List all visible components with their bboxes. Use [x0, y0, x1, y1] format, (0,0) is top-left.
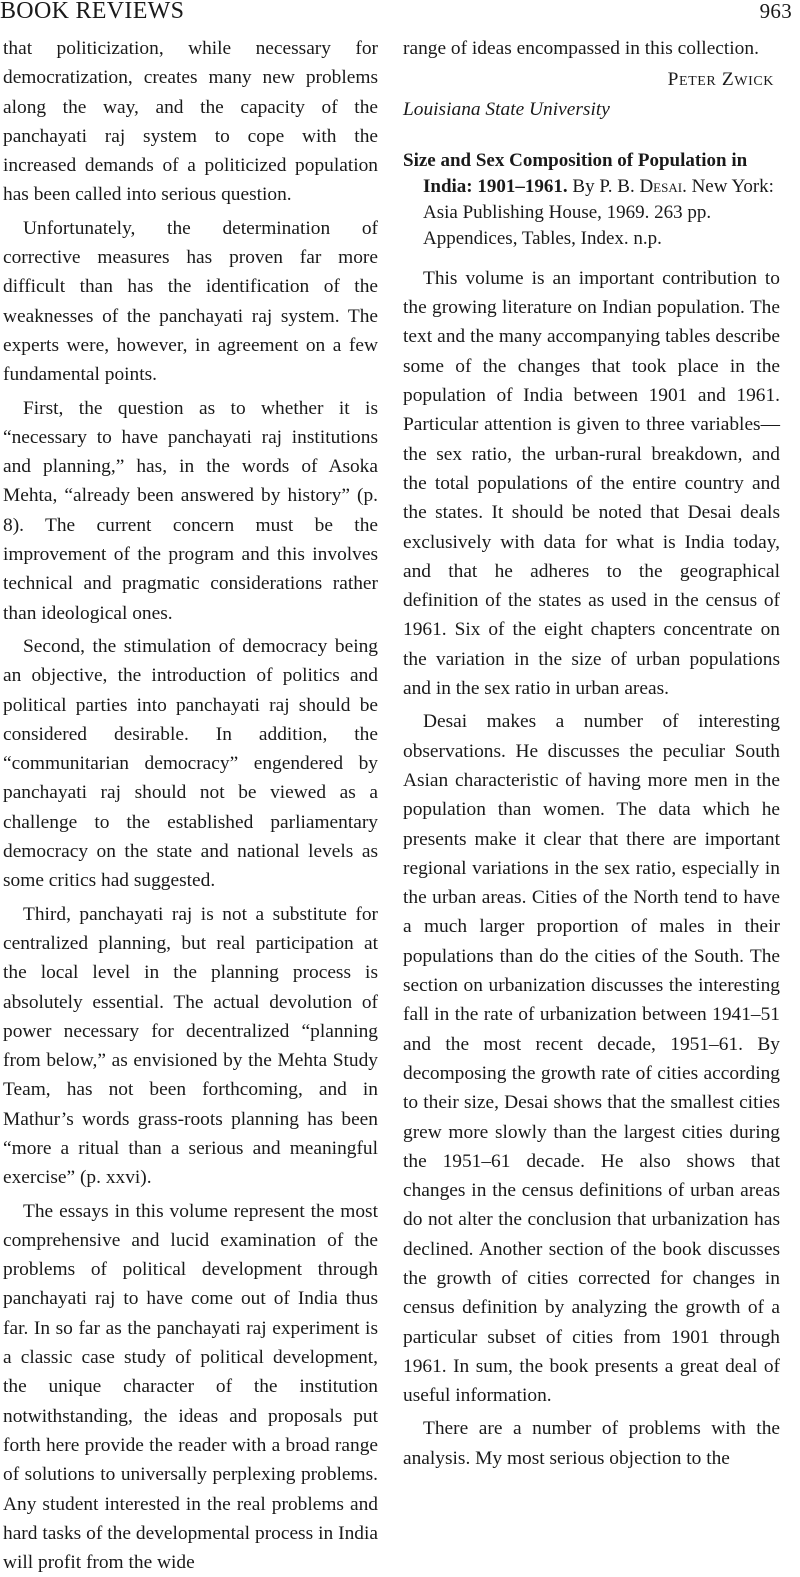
book-title: Size and Sex Composition of Population in India: 1901–1961.	[403, 149, 748, 197]
paragraph: Third, panchayati raj is not a substitute for centralized planning, but real participation at the local level in the planning process is absolutely essential. The actual devolution of power necessary for decentralized “planning from below,” as envisioned by the Mehta Study Team, has not been forthcoming, and in Mathur’s words grass-roots planning has been “more a ritual than a serious and meaningful exercise” (p. xxvi).	[3, 903, 378, 1189]
paragraph: The essays in this volume represent the most comprehensive and lucid examination of the problems of political development through panchayati raj to have come out of India thus far. In so far as the panchayati raj experiment is a classic case study of political development, the unique character of the institution notwithstanding, the ideas and proposals put forth here provide the reader with a broad range of solutions to universally perplexing problems. Any student interested in the real problems and hard tasks of the developmental process in India will profit from the wide	[3, 1200, 378, 1574]
paragraph: There are a number of problems with the analysis. My most serious objection to the	[403, 1418, 780, 1469]
paragraph: First, the question as to whether it is “necessary to have panchayati raj institutions and planning,” has, in the words of Asoka Mehta, “already been answered by history” (p. 8). The current concern must be the improvement of the program and this involves technical and pragmatic considerations rather than ideological ones.	[3, 397, 378, 624]
book-author: P. B. Desai.	[599, 175, 687, 197]
paragraph: This volume is an important contribution to the growing literature on Indian population. The text and the many accompanying tables describe some of the changes that took place in the population of India between 1901 and 1961. Particular attention is given to three variables—the sex ratio, the urban-rural breakdown, and the total populations of the entire country and the states. It should be noted that Desai deals exclusively with data for what is India today, and that he adheres to the geographical definition of the states as used in the census of 1961. Six of the eight chapters concentrate on the variation in the size of urban populations and in the sex ratio in urban areas.	[403, 267, 780, 700]
paragraph: Second, the stimulation of democracy being an objective, the introduction of politics and political parties into panchayati raj should be considered desirable. In addition, the “communitarian democracy” engendered by panchayati raj should not be viewed as a challenge to the established parliamentary democracy on the state and national levels as some critics had suggested.	[3, 635, 378, 892]
paragraph: that politicization, while necessary for democratization, creates many new problems along the way, and the capacity of the panchayati raj system to cope with the increased demands of a politicized population has been called into serious question.	[3, 38, 378, 206]
book-citation	[403, 148, 780, 252]
book-by-label: By	[572, 175, 595, 197]
paragraph: Desai makes a number of interesting observations. He discusses the peculiar South Asian characteristic of having more men in the population than women. The data which he presents make it clear that there are important regional variations in the sex ratio, especially in the urban areas. Cities of the North tend to have a much larger proportion of males in their populations than do the cities of the South. The section on urbanization discusses the interesting fall in the rate of urbanization between 1941–51 and the most recent decade, 1951–61. By decomposing the growth rate of cities according to their size, Desai shows that the smallest cities grew more slowly than the largest cities during the 1951–61 decade. He also shows that changes in the census definitions of urban areas do not alter the conclusion that urbanization has declined. Another section of the book discusses the growth of cities corrected for changes in census definition by analyzing the growth of a particular subset of cities from 1901 through 1961. In sum, the book presents a great deal of useful information.	[403, 711, 780, 1407]
left-column	[3, 34, 378, 1577]
right-column	[403, 34, 780, 1473]
book-publication: New York: Asia Publishing House, 1969. 263 pp. Appendices, Tables, Index. n.p.	[423, 175, 774, 249]
paragraph: range of ideas encompassed in this collection.	[403, 38, 759, 59]
running-head	[0, 0, 800, 24]
page-number: 963	[759, 0, 792, 23]
reviewer-name: Peter Zwick	[667, 69, 774, 91]
paragraph: Unfortunately, the determination of corrective measures has proven far more difficult than has the identification of the weaknesses of the panchayati raj system. The experts were, however, in agreement on a few fundamental points.	[3, 217, 378, 386]
reviewer-affiliation: Louisiana State University	[403, 98, 610, 120]
section-title: BOOK REVIEWS	[0, 0, 185, 24]
